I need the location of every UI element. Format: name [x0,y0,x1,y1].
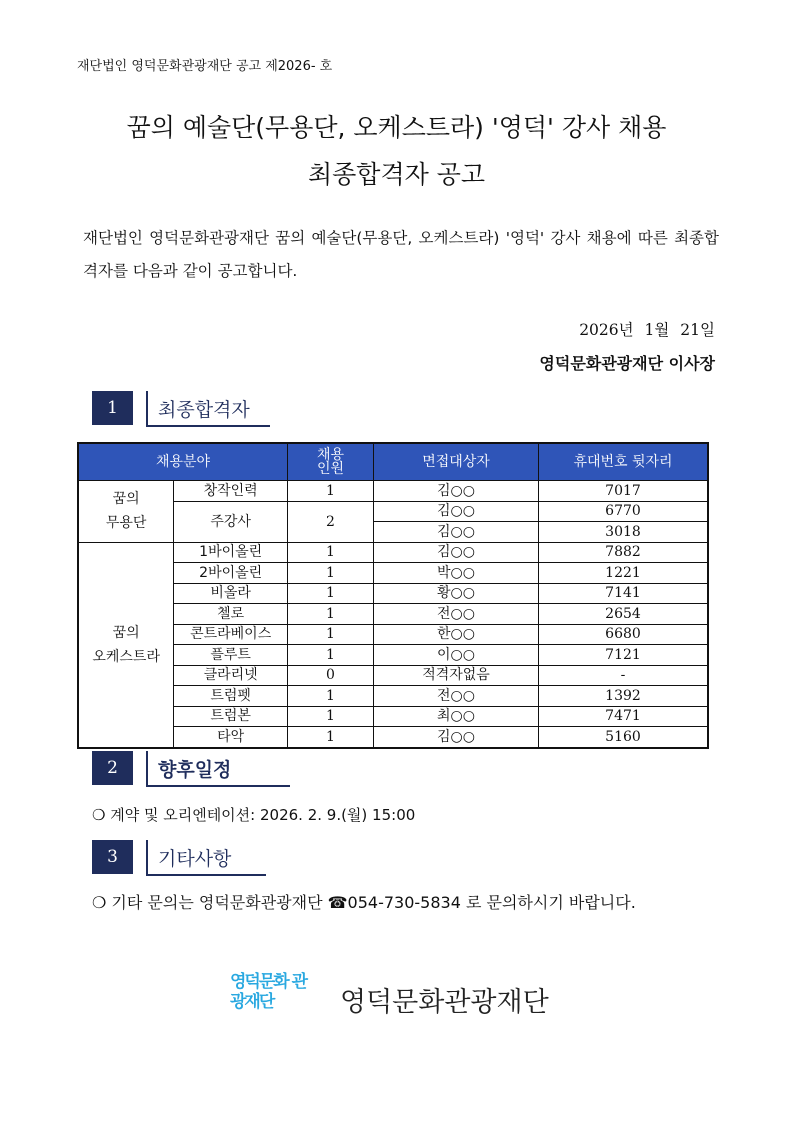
count-cell: 2 [288,501,374,542]
candidate-cell: 이○○ [374,645,539,666]
phone-cell: 6770 [539,501,709,522]
field-cell: 타악 [174,727,288,748]
section-1-title: 최종합격자 [146,391,270,427]
phone-cell: 2654 [539,604,709,625]
section-3-title: 기타사항 [146,840,266,876]
intro-text: 재단법인 영덕문화관광재단 꿈의 예술단(무용단, 오케스트라) '영덕' 강사 채용에 따른 최종합격자를 다음과 같이 공고합니다. [83,229,719,280]
candidate-cell: 김○○ [374,481,539,502]
count-cell: 1 [288,686,374,707]
table-row [78,542,708,563]
count-cell: 1 [288,604,374,625]
count-cell: 1 [288,481,374,502]
table-body [78,481,708,748]
phone-cell: 7017 [539,481,709,502]
field-cell: 주강사 [174,501,288,542]
phone-cell: 7882 [539,542,709,563]
title-line-2: 최종합격자 공고 [308,160,485,189]
field-cell: 비올라 [174,583,288,604]
candidate-cell: 김○○ [374,727,539,748]
notice-number: 재단법인 영덕문화관광재단 공고 제2026- 호 [77,59,333,74]
candidate-cell: 최○○ [374,706,539,727]
field-cell: 플루트 [174,645,288,666]
column-header: 채용 인원 [288,443,374,481]
table-row [78,481,708,502]
column-header: 휴대번호 뒷자리 [539,443,709,481]
field-cell: 콘트라베이스 [174,624,288,645]
section-2-title: 향후일정 [146,751,290,787]
foundation-name: 영덕문화관광재단 [340,987,549,1018]
foundation-logo-mark: 영덕문화 관광재단 [230,972,307,1012]
field-cell: 창작인력 [174,481,288,502]
phone-cell: 1392 [539,686,709,707]
table-header-row [78,443,708,481]
field-cell: 첼로 [174,604,288,625]
section-1-number: 1 [92,391,133,425]
candidate-cell: 전○○ [374,686,539,707]
count-cell: 0 [288,665,374,686]
count-cell: 1 [288,624,374,645]
column-header: 면접대상자 [374,443,539,481]
phone-cell: 3018 [539,522,709,543]
phone-cell: 7471 [539,706,709,727]
candidate-cell: 황○○ [374,583,539,604]
notice-date: 2026년 1월 21일 [579,321,715,339]
count-cell: 1 [288,583,374,604]
count-cell: 1 [288,542,374,563]
finalists-table [77,442,709,749]
phone-cell: 5160 [539,727,709,748]
field-cell: 2바이올린 [174,563,288,584]
candidate-cell: 한○○ [374,624,539,645]
candidate-cell: 박○○ [374,563,539,584]
group-cell: 꿈의 오케스트라 [78,542,174,748]
count-cell: 1 [288,563,374,584]
candidate-cell: 김○○ [374,522,539,543]
phone-cell: 1221 [539,563,709,584]
schedule-item: ❍ 계약 및 오리엔테이션: 2026. 2. 9.(월) 15:00 [92,806,416,824]
section-3-number: 3 [92,840,133,874]
field-cell: 트럼펫 [174,686,288,707]
field-cell: 1바이올린 [174,542,288,563]
field-cell: 클라리넷 [174,665,288,686]
candidate-cell: 전○○ [374,604,539,625]
count-cell: 1 [288,706,374,727]
column-header: 채용분야 [78,443,288,481]
contact-item: ❍ 기타 문의는 영덕문화관광재단 ☎054-730-5834 로 문의하시기 바랍니다. [92,893,636,912]
section-2-number: 2 [92,751,133,785]
phone-cell: 7121 [539,645,709,666]
signer: 영덕문화관광재단 이사장 [539,354,715,373]
candidate-cell: 김○○ [374,501,539,522]
phone-cell: 6680 [539,624,709,645]
count-cell: 1 [288,645,374,666]
field-cell: 트럼본 [174,706,288,727]
phone-cell: - [539,665,709,686]
candidate-cell: 김○○ [374,542,539,563]
title-line-1: 꿈의 예술단(무용단, 오케스트라) '영덕' 강사 채용 [126,113,667,142]
group-cell: 꿈의 무용단 [78,481,174,543]
count-cell: 1 [288,727,374,748]
phone-cell: 7141 [539,583,709,604]
candidate-cell: 적격자없음 [374,665,539,686]
